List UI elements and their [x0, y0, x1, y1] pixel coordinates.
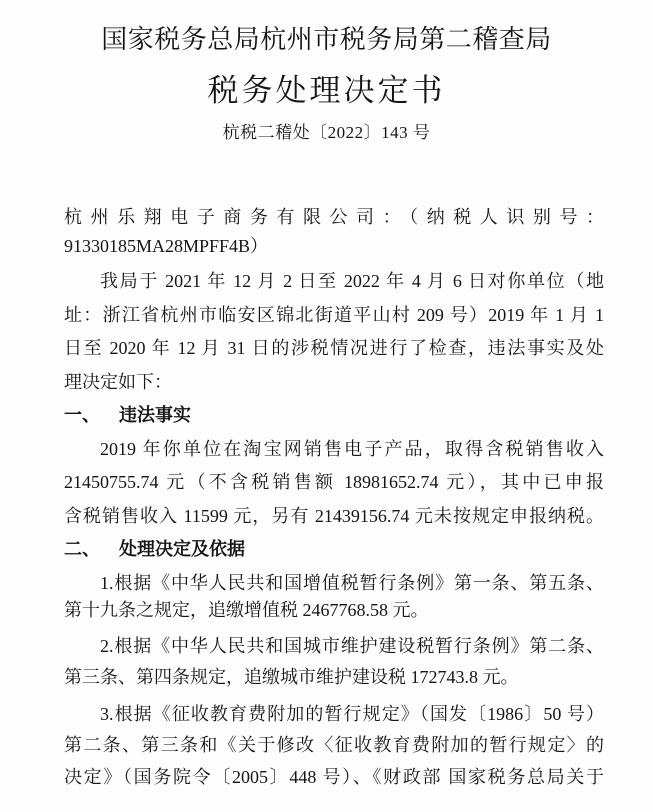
- section-heading-violations: [64, 402, 604, 428]
- decision-item-line: 3.根据《征收教育费附加的暂行规定》（国发〔1986〕50 号）: [100, 704, 604, 724]
- section1-line: 含税销售收入 11599 元，另有 21439156.74 元未按规定申报纳税。: [64, 506, 604, 526]
- section-heading-text: 违法事实: [119, 405, 191, 425]
- intro-line: 我局于 2021 年 12 月 2 日至 2022 年 4 月 6 日对你单位（地: [100, 271, 604, 291]
- section1-line: 21450755.74 元（不含税销售额 18981652.74 元），其中已申报: [64, 472, 604, 492]
- decision-item-line: 决定》（国务院令〔2005〕448 号）、《财政部 国家税务总局关于: [64, 767, 604, 787]
- decision-item-line: 1.根据《中华人民共和国增值税暂行条例》第一条、第五条、: [100, 573, 604, 593]
- addressee-taxpayer-id: 91330185MA28MPFF4B）: [64, 236, 269, 256]
- section1-line: 2019 年你单位在淘宝网销售电子产品，取得含税销售收入: [100, 439, 604, 459]
- decision-item-line: 2.根据《中华人民共和国城市维护建设税暂行条例》第二条、: [100, 636, 604, 656]
- section-number: 一、: [64, 405, 100, 425]
- issuer-title: 国家税务总局杭州市税务局第二稽查局: [101, 25, 552, 54]
- decision-item-line: 第二条、第三条和《关于修改〈征收教育费附加的暂行规定〉的: [64, 735, 604, 755]
- decision-item-line: 第三条、第四条规定，追缴城市维护建设税 172743.8 元。: [64, 667, 519, 687]
- document-title: 税务处理决定书: [207, 73, 446, 108]
- intro-line: 日至 2020 年 12 月 31 日的涉税情况进行了检查，违法事实及处: [64, 338, 604, 358]
- section-heading-text: 处理决定及依据: [119, 539, 245, 559]
- addressee-line: 杭州乐翔电子商务有限公司：（纳税人识别号：: [64, 207, 604, 227]
- document-number: 杭税二稽处〔2022〕143 号: [222, 123, 431, 142]
- section-number: 二、: [64, 539, 100, 559]
- intro-line: 址：浙江省杭州市临安区锦北街道平山村 209 号）2019 年 1 月 1: [64, 305, 604, 325]
- section-heading-decision: [64, 536, 604, 562]
- intro-line: 理决定如下：: [64, 372, 172, 392]
- decision-item-line: 第十九条之规定，追缴增值税 2467768.58 元。: [64, 600, 429, 620]
